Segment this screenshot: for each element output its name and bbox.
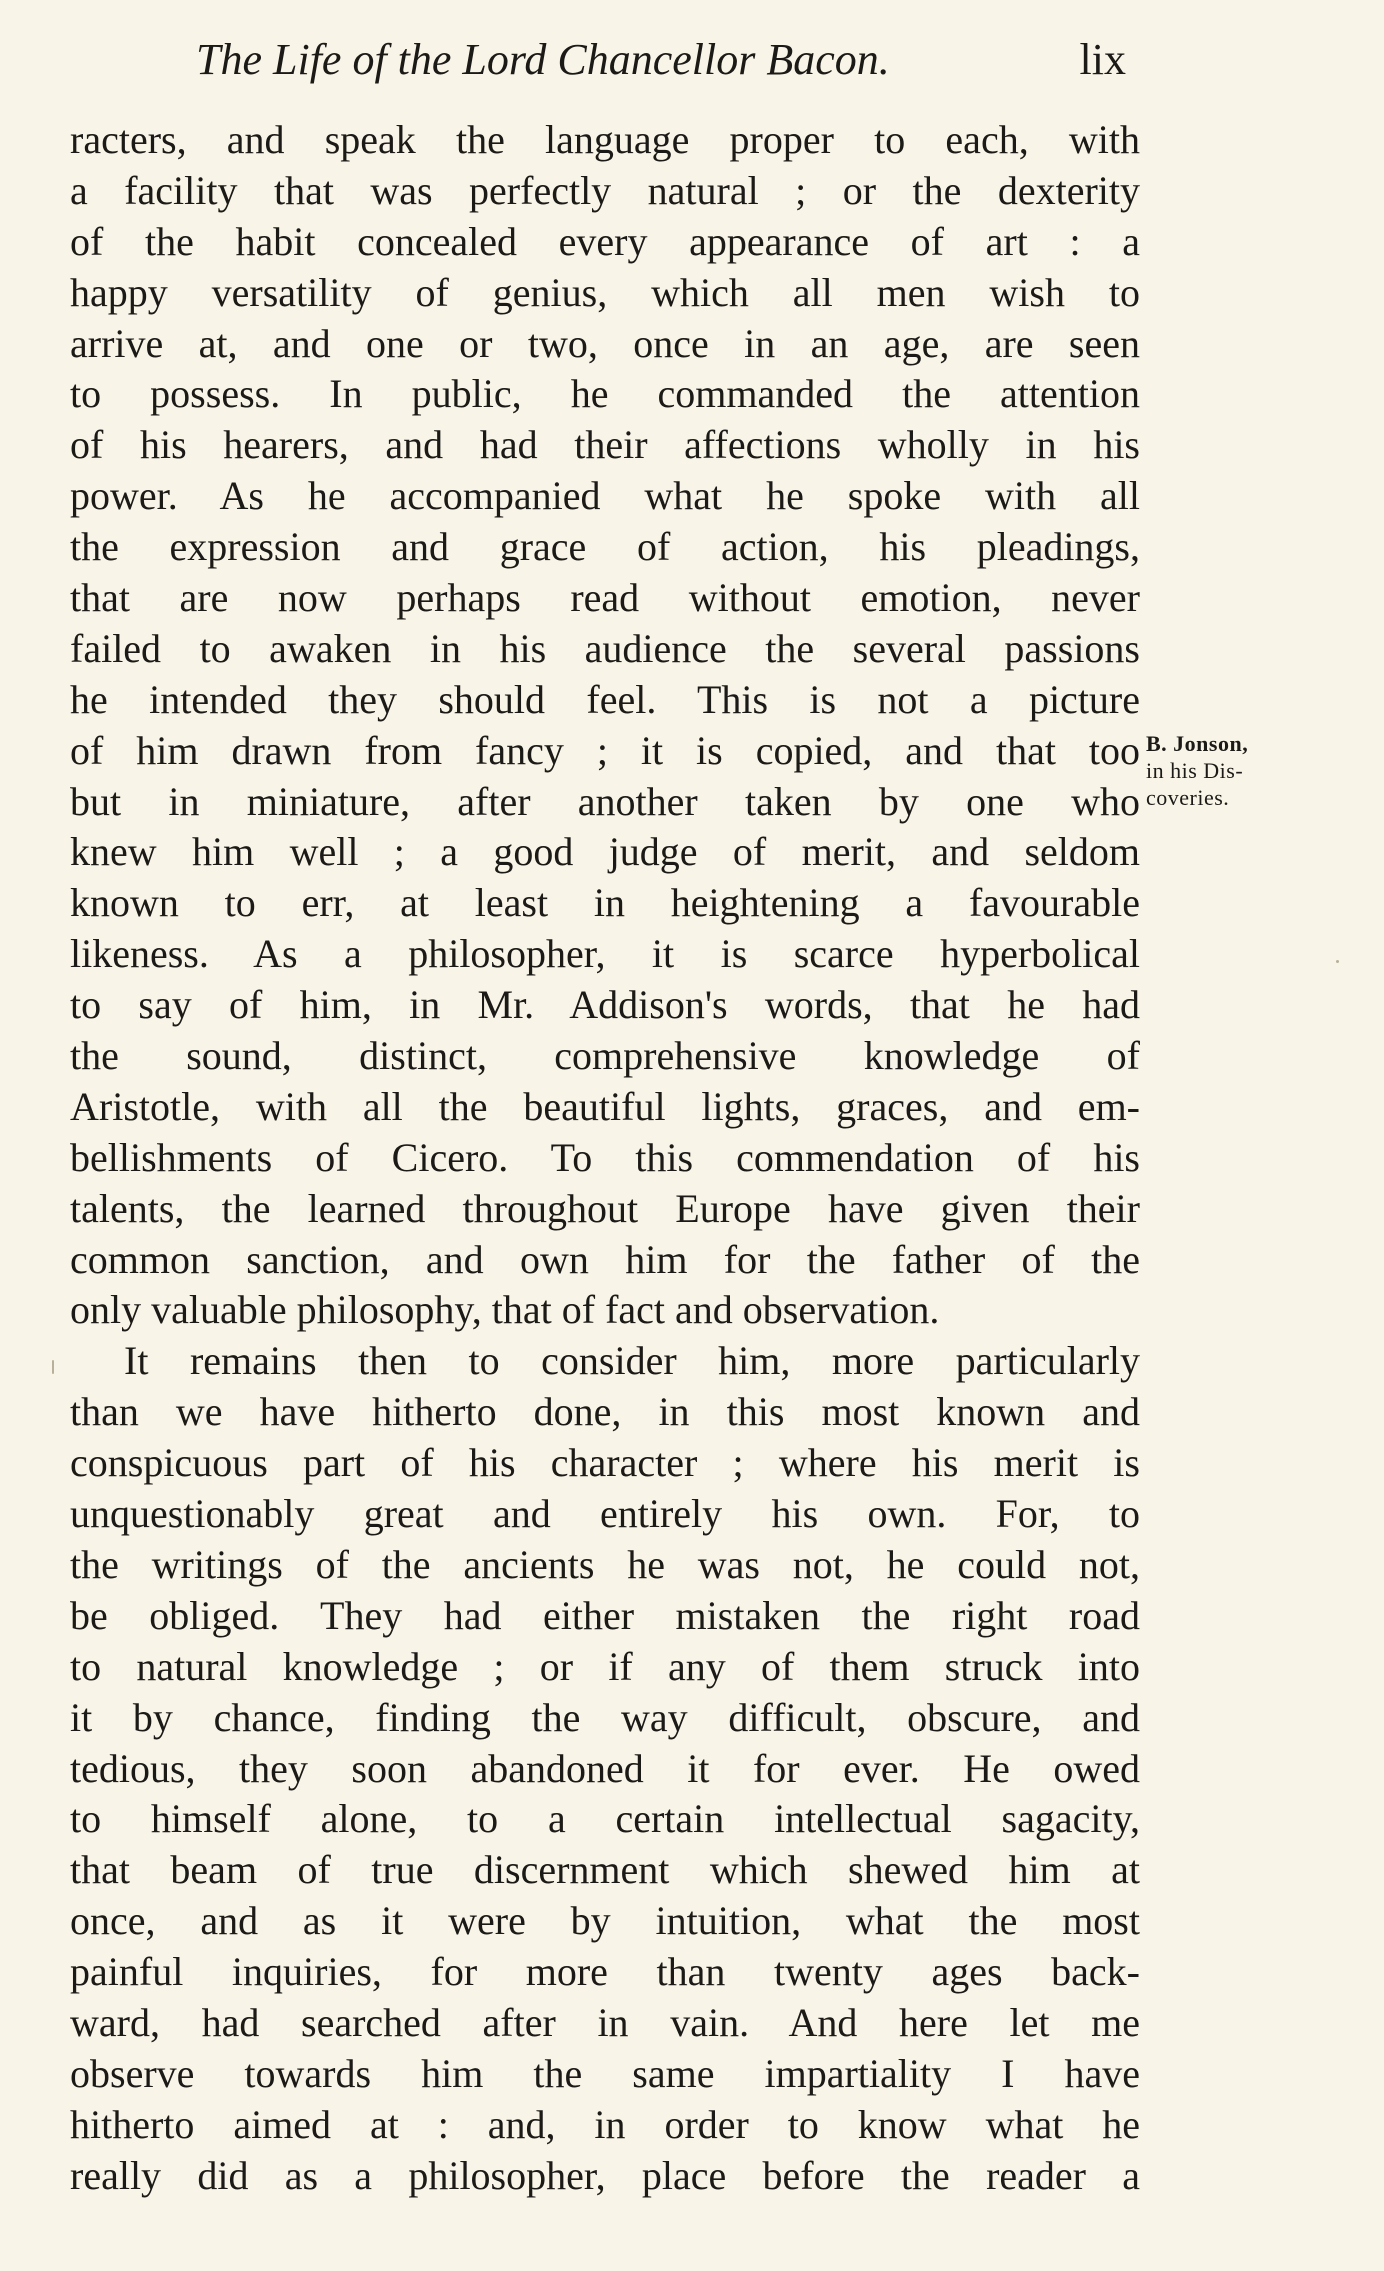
running-head [196,28,1126,92]
text-line: bellishments of Cicero. To this commendation of his [70,1134,1140,1180]
text-line: knew him well ; a good judge of merit, and seldom [70,829,1140,875]
text-line: arrive at, and one or two, once in an age, are seen [70,320,1140,366]
text-line: likeness. As a philosopher, it is scarce hyperbolical [70,931,1140,977]
text-line: the sound, distinct, comprehensive knowledge of [70,1033,1140,1079]
text-line: he intended they should feel. This is not a picture [70,676,1140,722]
text-line: power. As he accompanied what he spoke with all [70,473,1140,519]
text-line: of the habit concealed every appearance of art : a [70,218,1140,264]
text-line: happy versatility of genius, which all men wish to [70,269,1140,315]
paper-speck [1336,960,1339,963]
text-line: once, and as it were by intuition, what the most [70,1898,1140,1944]
paper-speck [52,1360,54,1374]
text-line: failed to awaken in his audience the several passions [70,625,1140,671]
text-line: painful inquiries, for more than twenty ages back- [70,1949,1140,1995]
text-line: racters, and speak the language proper to each, with [70,117,1140,162]
text-line: that beam of true discernment which shewed him at [70,1847,1140,1893]
paragraph-end-line: only valuable philosophy, that of fact and observation. [70,1287,940,1333]
paragraph-start-line: It remains then to consider him, more particularly [124,1338,1140,1384]
margin-note [1146,730,1296,811]
margin-note-line: B. Jonson, [1146,731,1249,756]
text-line: of him drawn from fancy ; it is copied, and that too [70,727,1140,773]
margin-note-line: in his Dis- [1146,758,1244,783]
page-number: lix [1079,35,1126,84]
text-line: observe towards him the same impartiality I have [70,2050,1140,2096]
text-line: be obliged. They had either mistaken the right road [70,1592,1140,1638]
text-line: of his hearers, and had their affections wholly in his [70,422,1140,468]
text-line: it by chance, finding the way difficult, obscure, and [70,1694,1140,1740]
text-line: talents, the learned throughout Europe have given their [70,1185,1140,1231]
text-line: tedious, they soon abandoned it for ever. He owed [70,1745,1140,1791]
text-line: to say of him, in Mr. Addison's words, that he had [70,982,1140,1028]
text-line: a facility that was perfectly natural ; or the dexterity [70,167,1140,213]
text-line: the writings of the ancients he was not, he could not, [70,1541,1140,1587]
text-line: the expression and grace of action, his pleadings, [70,524,1140,570]
text-line: hitherto aimed at : and, in order to know what he [70,2101,1140,2147]
text-line: unquestionably great and entirely his own. For, to [70,1491,1140,1537]
text-line: but in miniature, after another taken by one who [70,778,1140,824]
margin-note-line: coveries. [1146,785,1230,810]
text-line: Aristotle, with all the beautiful lights, graces, and em- [70,1083,1140,1129]
text-line: ward, had searched after in vain. And here let me [70,1999,1140,2045]
text-line: known to err, at least in heightening a favourable [70,880,1140,926]
body-text [70,115,1140,2202]
text-line: really did as a philosopher, place before the reader a [70,2152,1140,2198]
text-line: to possess. In public, he commanded the attention [70,371,1140,417]
text-line: that are now perhaps read without emotion, never [70,575,1140,621]
text-line: conspicuous part of his character ; where his merit is [70,1440,1140,1486]
text-line: to himself alone, to a certain intellectual sagacity, [70,1796,1140,1842]
text-line: than we have hitherto done, in this most known and [70,1389,1140,1435]
text-line: common sanction, and own him for the father of the [70,1236,1140,1282]
text-line: to natural knowledge ; or if any of them struck into [70,1643,1140,1689]
running-title: The Life of the Lord Chancellor Bacon. [196,35,890,84]
